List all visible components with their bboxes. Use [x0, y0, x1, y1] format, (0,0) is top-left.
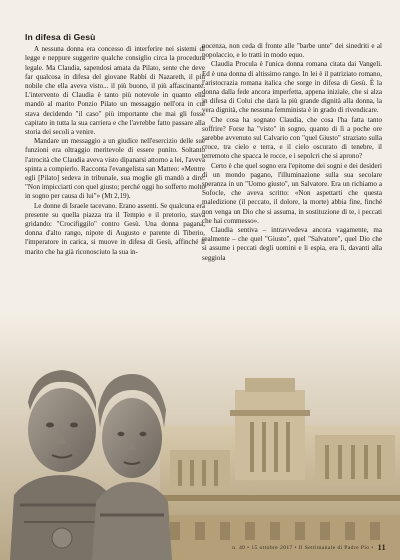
page-footer	[232, 543, 386, 552]
footer-publication: n. 40 • 15 ottobre 2017 • Il Settimanale di Padre Pio •	[232, 544, 374, 551]
article-title: In difesa di Gesù	[25, 32, 96, 42]
paragraph: nocenza, non ceda di fronte alle "barbe unte" dei sinedriti e al popolaccio, e lo tratti in modo equo.	[202, 42, 382, 60]
paragraph: A nessuna donna era concesso di interferire nei sistemi di legge e neppure suggerire qualche consiglio circa la procedura legale. Ma Claudia, sapendosi amata da Pilato, sente che deve far qualcosa in difesa del giovane Rabbì di Nazareth, il più nobile che ella aveva visto... il più buono, il più affascinante. L'intervento di Claudia è tanto più notevole in quanto ella mandò al marito Ponzio Pilato un messaggio nell'ora in cui stava decidendo "il caso" più importante che mai gli fosse capitato in tutta la sua carriera e che l'avrebbe fatto passare alla storia dei secoli a venire.	[25, 45, 205, 137]
paragraph: Mandare un messaggio a un giudice nell'esercizio delle sue funzioni era oltraggio meritevole di essere punito. Soltanto l'atrocità che Claudia aveva visto dipanarsi attorno a lei, l'aveva spinta a compierlo. Racconta l'evangelista san Matteo: «Mentre egli [Pilato] sedeva in tribunale, sua moglie gli mandò a dire: "Non impicciarti con quel giusto; perché oggi ho sofferto molto in sogno per causa di lui"» (Mt 2,19).	[25, 137, 205, 201]
right-column	[202, 42, 382, 263]
paragraph: Certo è che quel sogno era l'epitome dei sogni e dei desideri di un mondo pagano, l'illuminazione sulla sua secolare speranza in un "Uomo giusto", un Salvatore. Era un richiamo a Sofocle, che aveva scritto: «Non aspettarti che questa maledizione (il peccato, il dolore, la morte) abbia fine, finché non venga un Dio che si assuma, in sostituzione di te, i peccati che hai commesso».	[202, 161, 382, 225]
illustration-roman-busts-and-temple	[0, 310, 400, 560]
left-column	[25, 33, 205, 257]
paragraph: Claudia Procula è l'unica donna romana citata dai Vangeli. Ed è una donna di altissimo rango. In lei è il patriziato romano, l'aristocrazia romana italica che sorge in difesa di Gesù. È la donna dalla fede ancora imperfetta, appena iniziale, che si alza in difesa di Colui che darà la più grande dignità alla donna, la vera dignità, che nessuna femminista è in grado di rivendicare.	[202, 60, 382, 115]
illustration-svg	[0, 310, 400, 560]
paragraph: Che cosa ha sognato Claudia, che cosa l'ha fatta tanto soffrire? Forse ha "visto" in sogno, quanto di lì a poche ore sarebbe avvenuto sul Calvario con "quel Giusto" straziato sulla croce, tra cielo e terra, e il cielo oscurato di tenebre, il terremoto che spacca le rocce, e i sepolcri che si aprono?	[202, 115, 382, 161]
page-number: 11	[377, 543, 386, 552]
paragraph: Claudia sentiva – intravvedeva ancora vagamente, ma realmente – che quel "Giusto", quel "Salvatore", quel Dio che si assume i peccati degli uomini e li espia, era lì, davanti alla seggiola	[202, 226, 382, 262]
paragraph: Le donne di Israele tacevano. Erano assenti. Se qualcuna era presente su quella piazza tra il Tempio e il pretorio, stava gridando: "Crocifiggilo" contro Gesù. Una donna pagana, donna d'alto rango, nipote di Augusto e parente di Tiberio, l'imperatore in carica, si muove in difesa di Gesù, affinché il marito che ha già riconosciuto la sua in-	[25, 201, 205, 256]
